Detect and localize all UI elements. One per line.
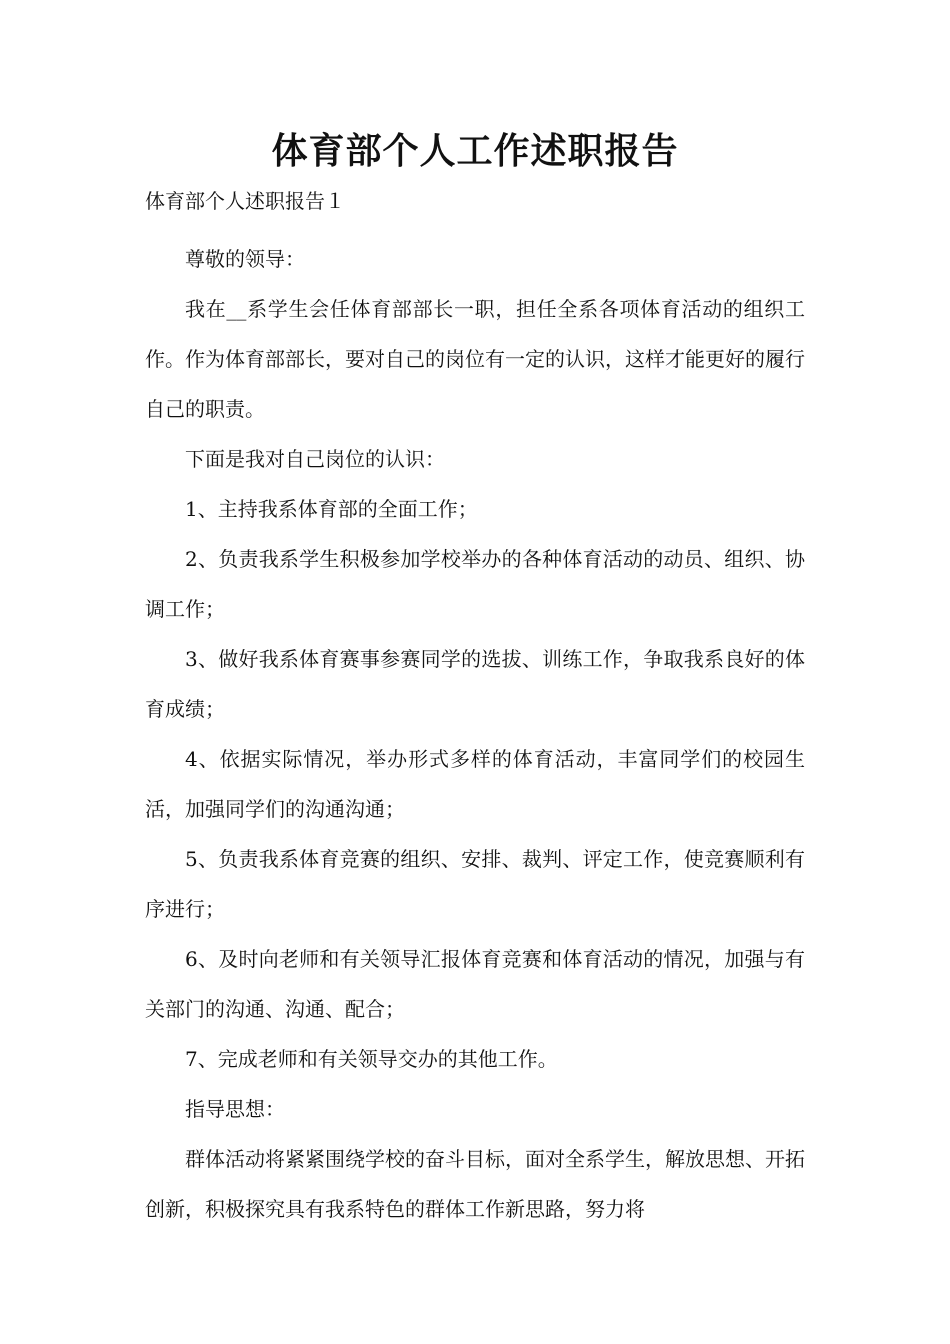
paragraph-item-6: 6、及时向老师和有关领导汇报体育竞赛和体育活动的情况，加强与有关部门的沟通、沟通、配合； xyxy=(145,947,805,1021)
paragraph-item-7: 7、完成老师和有关领导交办的其他工作。 xyxy=(185,1047,558,1071)
document-body xyxy=(145,234,805,1234)
paragraph-guiding-heading: 指导思想： xyxy=(185,1097,285,1121)
paragraph-intro: 我在__系学生会任体育部部长一职，担任全系各项体育活动的组织工作。作为体育部部长，要对自己的岗位有一定的认识，这样才能更好的履行自己的职责。 xyxy=(145,297,805,421)
paragraph-salutation: 尊敬的领导： xyxy=(185,247,305,271)
document-subtitle: 体育部个人述职报告１ xyxy=(145,189,345,213)
paragraph-item-2: 2、负责我系学生积极参加学校举办的各种体育活动的动员、组织、协调工作； xyxy=(145,547,805,621)
document-title: 体育部个人工作述职报告 xyxy=(271,131,679,172)
paragraph-item-3: 3、做好我系体育赛事参赛同学的选拔、训练工作，争取我系良好的体育成绩； xyxy=(145,647,805,721)
paragraph-item-4: 4、依据实际情况，举办形式多样的体育活动，丰富同学们的校园生活，加强同学们的沟通沟通； xyxy=(145,747,805,821)
paragraph-item-1: 1、主持我系体育部的全面工作； xyxy=(185,497,478,521)
paragraph-item-5: 5、负责我系体育竞赛的组织、安排、裁判、评定工作，使竞赛顺利有序进行； xyxy=(145,847,805,921)
paragraph-guiding-text: 群体活动将紧紧围绕学校的奋斗目标，面对全系学生，解放思想、开拓创新，积极探究具有我系特色的群体工作新思路，努力将 xyxy=(145,1147,805,1221)
paragraph-role-heading: 下面是我对自己岗位的认识： xyxy=(185,447,445,471)
